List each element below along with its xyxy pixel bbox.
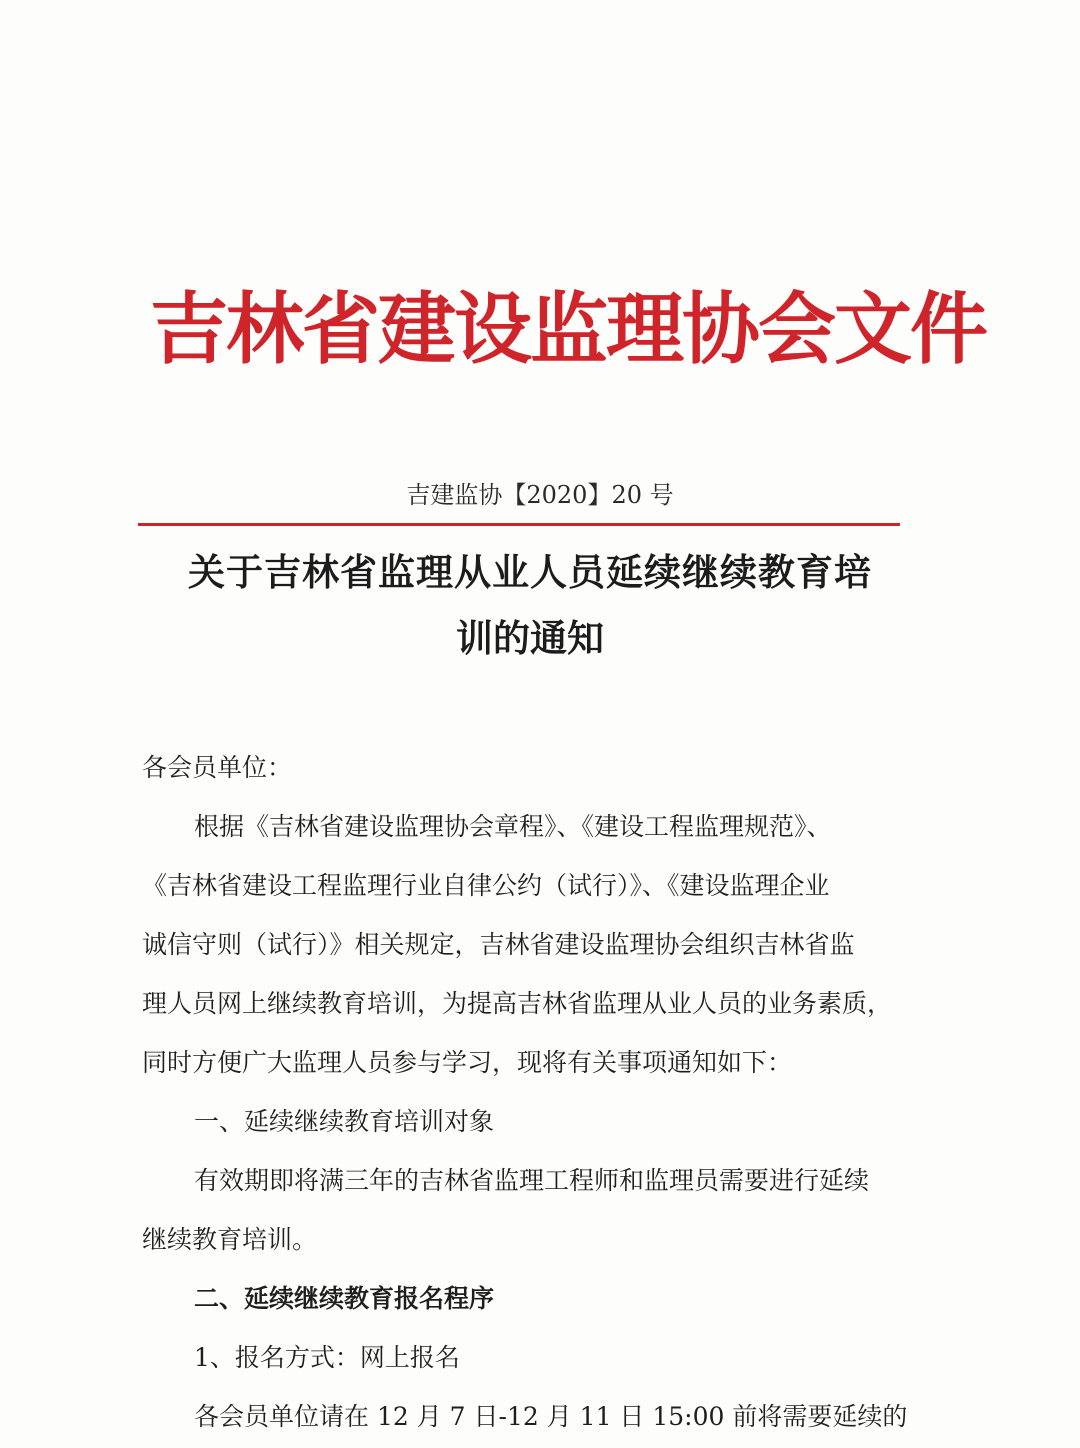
section-1-heading: 一、延续继续教育培训对象 [194, 1107, 495, 1136]
item-1: 1、报名方式：网上报名 [194, 1343, 460, 1372]
notice-title-line-2: 训的通知 [456, 617, 604, 660]
paragraph-1-line-2: 《吉林省建设工程监理行业自律公约（试行）》、《建设监理企业 [142, 871, 830, 900]
section-1-line-2: 继续教育培训。 [142, 1225, 318, 1254]
notice-title-line-1: 关于吉林省监理从业人员延续继续教育培 [188, 551, 872, 594]
red-divider-line [138, 523, 900, 526]
document-number: 吉建监协【2020】20 号 [406, 481, 674, 509]
paragraph-1-line-3: 诚信守则（试行）》相关规定，吉林省建设监理协会组织吉林省监 [142, 930, 855, 959]
paragraph-1-line-5: 同时方便广大监理人员参与学习，现将有关事项通知如下： [142, 1048, 793, 1077]
section-1-line-1: 有效期即将满三年的吉林省监理工程师和监理员需要进行延续 [194, 1166, 870, 1195]
item-1-detail: 各会员单位请在 12 月 7 日-12 月 11 日 15:00 前将需要延续的 [194, 1402, 908, 1431]
notice-title [140, 540, 920, 672]
paragraph-1-line-4: 理人员网上继续教育培训，为提高吉林省监理从业人员的业务素质， [142, 989, 893, 1018]
notice-body [142, 738, 922, 1446]
paragraph-1-line-1: 根据《吉林省建设监理协会章程》、《建设工程监理规范》、 [194, 812, 832, 841]
salutation: 各会员单位： [142, 753, 293, 782]
section-2-heading: 二、延续继续教育报名程序 [194, 1284, 495, 1313]
document-header-title: 吉林省建设监理协会文件 [150, 285, 987, 375]
